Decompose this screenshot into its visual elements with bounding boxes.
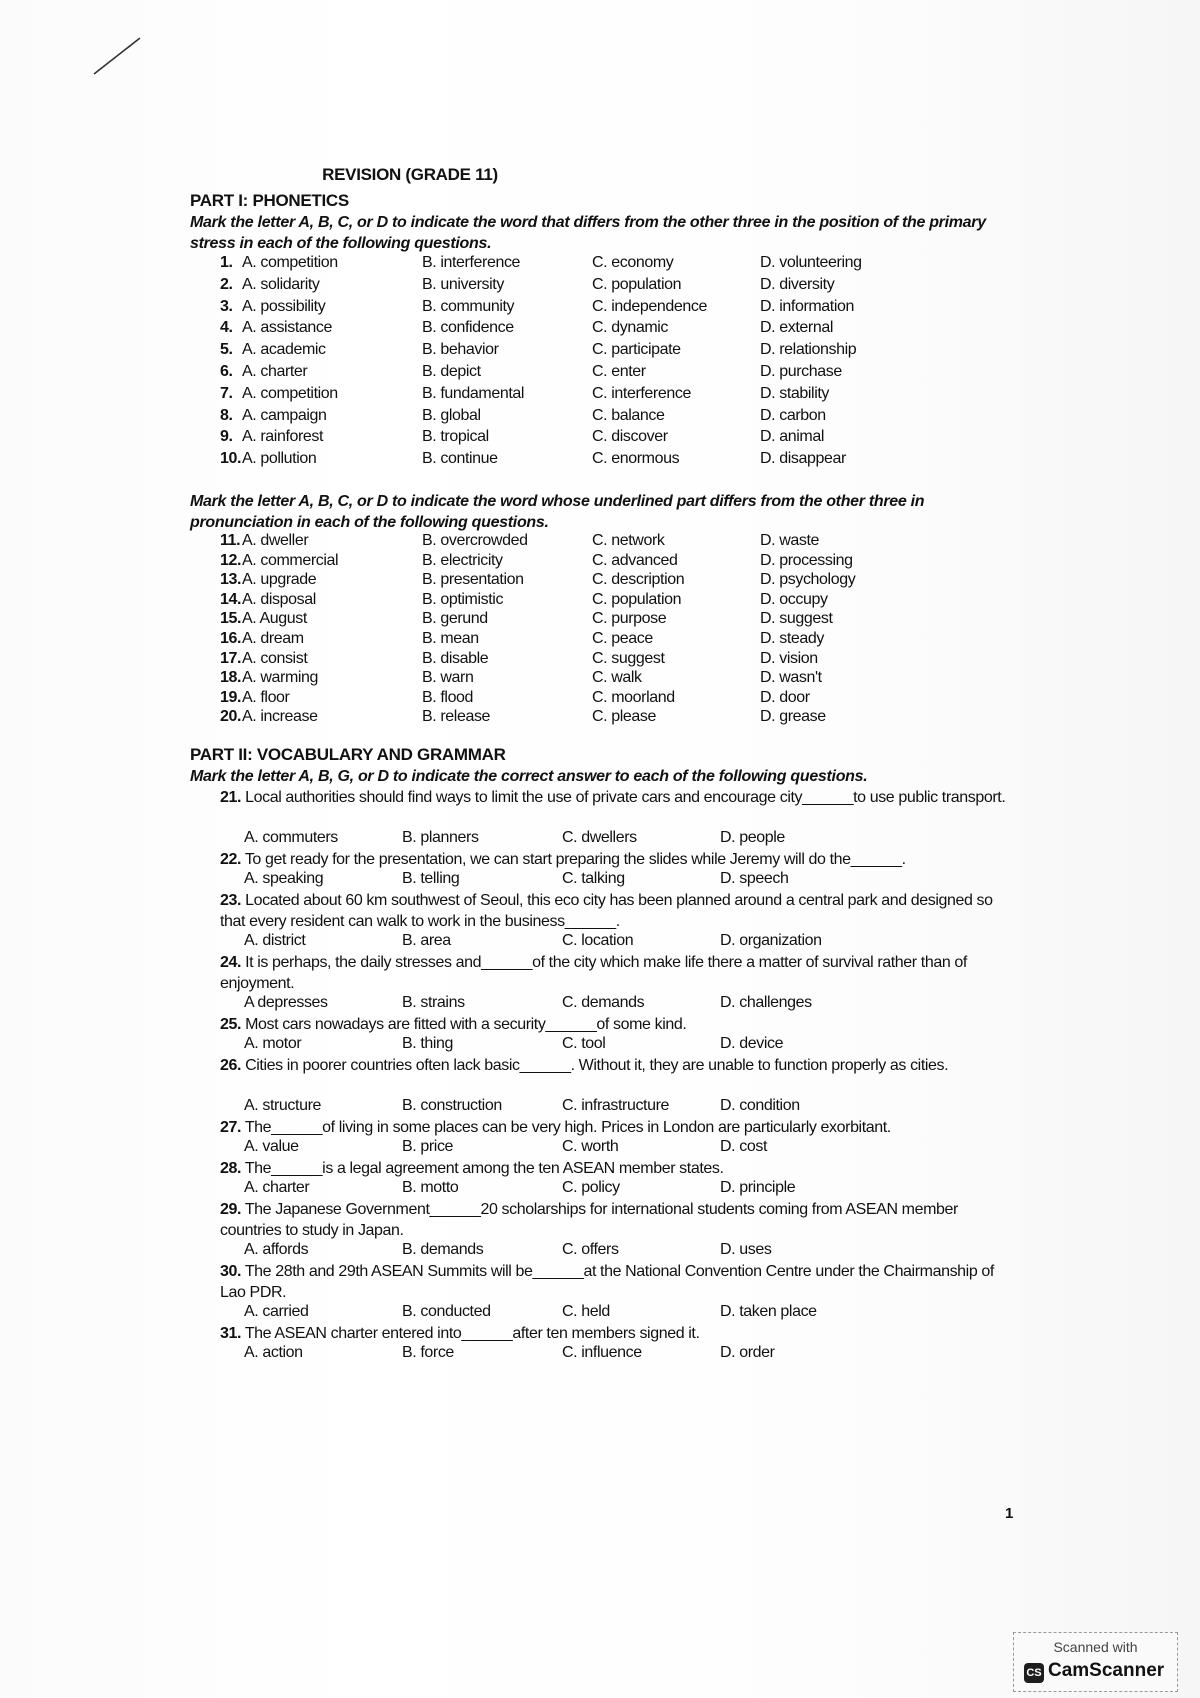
question-number: 23.	[220, 892, 242, 909]
option-a: A. assistance	[242, 319, 332, 337]
option-c: C. please	[592, 708, 656, 726]
question-number: 2.	[220, 275, 233, 293]
stress-question-row	[190, 407, 1010, 429]
option-a: A. competition	[242, 384, 338, 402]
option-d: D. grease	[760, 708, 826, 726]
option-c: C. economy	[592, 254, 674, 271]
option-d: D. waste	[760, 532, 820, 549]
vocab-question-stem	[220, 1117, 1010, 1138]
stress-instruction: Mark the letter A, B, C, or D to indicate the word that differs from the other three in the position of the primary stress in each of the following questions.	[190, 214, 986, 252]
option-a: A. August	[242, 610, 307, 628]
stress-question-row	[190, 254, 1010, 276]
question-number: 15.	[220, 610, 242, 628]
option-d: D. vision	[760, 649, 818, 667]
option-b: B. area	[402, 932, 451, 949]
question-number: 12.	[220, 551, 242, 569]
question-number: 17.	[220, 649, 242, 667]
question-number: 3.	[220, 297, 233, 315]
option-d: D. device	[720, 1035, 784, 1052]
option-d: D. psychology	[760, 571, 856, 589]
option-b: B. presentation	[422, 571, 524, 589]
stress-question-row	[190, 428, 1010, 450]
stress-question-row	[190, 276, 1010, 298]
vocab-options-row	[244, 1179, 1004, 1200]
option-d: D. people	[720, 829, 785, 846]
option-d: D. speech	[720, 870, 789, 887]
question-number: 1.	[220, 254, 233, 271]
option-c: C. policy	[562, 1179, 620, 1196]
pen-stroke-mark	[92, 34, 144, 78]
question-number: 11.	[220, 532, 241, 549]
option-b: B. force	[402, 1344, 454, 1361]
option-d: D. purchase	[760, 363, 842, 380]
option-d: D. condition	[720, 1097, 800, 1114]
question-text: To get ready for the presentation, we can start preparing the slides while Jeremy will do the______.	[244, 851, 906, 868]
option-c: C. offers	[562, 1241, 619, 1258]
option-a: A. charter	[244, 1179, 310, 1196]
option-d: D. relationship	[760, 341, 857, 359]
option-c: C. purpose	[592, 610, 667, 628]
option-d: D. stability	[760, 384, 829, 402]
option-d: D. suggest	[760, 610, 833, 628]
question-number: 6.	[220, 363, 233, 380]
vocab-options-row	[244, 1241, 1004, 1262]
vocab-options-row	[244, 829, 1004, 850]
option-a: A. carried	[244, 1303, 309, 1320]
question-text: Local authorities should find ways to limit the use of private cars and encourage city______to use public transport.	[245, 789, 1006, 806]
option-a: A. district	[244, 932, 306, 949]
option-a: A. solidarity	[242, 275, 320, 293]
option-a: A. possibility	[242, 297, 326, 315]
option-a: A. consist	[242, 649, 308, 667]
option-b: B. conducted	[402, 1303, 491, 1320]
question-number: 29.	[220, 1201, 242, 1218]
option-b: B. fundamental	[422, 384, 525, 402]
option-a: A. upgrade	[242, 571, 317, 589]
option-b: B. release	[422, 708, 491, 726]
question-number: 25.	[220, 1016, 242, 1033]
question-number: 30.	[220, 1263, 242, 1280]
option-c: C. walk	[592, 669, 642, 687]
option-c: C. interference	[592, 384, 691, 402]
vocab-options-row	[244, 932, 1004, 953]
vocab-options-row	[244, 1303, 1004, 1324]
question-number: 13.	[220, 571, 242, 589]
option-d: D. information	[760, 297, 854, 315]
option-c: C. moorland	[592, 688, 675, 706]
question-number: 19.	[220, 688, 242, 706]
option-d: D. diversity	[760, 275, 835, 293]
option-a: A. increase	[242, 708, 318, 726]
option-b: B. confidence	[422, 319, 514, 337]
option-b: B. tropical	[422, 428, 489, 446]
option-d: D. principle	[720, 1179, 796, 1196]
option-a: A. structure	[244, 1097, 322, 1114]
vocab-question-stem	[220, 1055, 1010, 1076]
option-c: C. location	[562, 932, 634, 949]
question-number: 22.	[220, 851, 242, 868]
question-number: 10.	[220, 450, 242, 468]
option-a: A. commercial	[242, 551, 339, 569]
option-a: A. affords	[244, 1241, 309, 1258]
vocab-question-stem	[220, 1014, 1010, 1035]
option-d: D. organization	[720, 932, 822, 949]
option-d: D. external	[760, 319, 833, 337]
question-number: 16.	[220, 630, 242, 647]
question-number: 9.	[220, 428, 233, 446]
option-b: B. optimistic	[422, 590, 504, 608]
part1-title: PART I: PHONETICS	[190, 191, 349, 210]
vocab-instruction: Mark the letter A, B, G, or D to indicate the correct answer to each of the following questions.	[190, 768, 868, 785]
option-c: C. population	[592, 275, 682, 293]
question-text: Most cars nowadays are fitted with a security______of some kind.	[245, 1016, 687, 1033]
option-a: A. commuters	[244, 829, 338, 846]
option-b: B. depict	[422, 363, 481, 380]
document-title: REVISION (GRADE 11)	[322, 165, 498, 184]
vocab-options-row	[244, 870, 1004, 891]
question-number: 26.	[220, 1057, 242, 1074]
vocab-question-stem	[220, 952, 1010, 994]
option-b: B. electricity	[422, 551, 503, 569]
question-number: 14.	[220, 590, 242, 608]
option-b: B. interference	[422, 254, 521, 271]
option-a: A. rainforest	[242, 428, 324, 446]
option-c: C. demands	[562, 994, 645, 1011]
option-c: C. dwellers	[562, 829, 637, 846]
question-text: Cities in poorer countries often lack basic______. Without it, they are unable to function properly as cities.	[245, 1057, 949, 1074]
option-c: C. tool	[562, 1035, 606, 1052]
option-a: A. speaking	[244, 870, 324, 887]
option-b: B. demands	[402, 1241, 484, 1258]
option-a: A. pollution	[242, 450, 317, 468]
vocab-question-stem	[220, 1261, 1010, 1303]
option-d: D. taken place	[720, 1303, 817, 1320]
vocab-question-stem	[220, 787, 1010, 808]
option-b: B. behavior	[422, 341, 499, 359]
vocab-options-row	[244, 1138, 1004, 1159]
option-d: D. volunteering	[760, 254, 862, 271]
option-c: C. talking	[562, 870, 625, 887]
vocab-question-stem	[220, 890, 1010, 932]
option-b: B. price	[402, 1138, 454, 1155]
option-c: C. worth	[562, 1138, 619, 1155]
stress-question-row	[190, 298, 1010, 320]
question-number: 24.	[220, 954, 242, 971]
option-d: D. order	[720, 1344, 775, 1361]
option-b: B. strains	[402, 994, 465, 1011]
option-b: B. construction	[402, 1097, 502, 1114]
option-b: B. flood	[422, 688, 474, 706]
watermark-brand: CamScanner	[1048, 1660, 1165, 1681]
option-c: C. description	[592, 571, 685, 589]
pronunciation-question-row	[190, 708, 1010, 730]
question-text: The______is a legal agreement among the ten ASEAN member states.	[244, 1160, 724, 1177]
camscanner-watermark	[1013, 1632, 1178, 1692]
option-c: C. independence	[592, 297, 707, 315]
option-c: C. network	[592, 532, 665, 549]
option-b: B. planners	[402, 829, 479, 846]
option-b: B. motto	[402, 1179, 459, 1196]
option-c: C. suggest	[592, 649, 665, 667]
vocab-question-stem	[220, 849, 1010, 870]
option-a: A. dream	[242, 630, 304, 647]
vocab-options-row	[244, 1097, 1004, 1118]
option-b: B. university	[422, 275, 504, 293]
option-a: A. warming	[242, 669, 319, 687]
option-c: C. participate	[592, 341, 681, 359]
question-text: The______of living in some places can be very high. Prices in London are particularly exorbitant.	[244, 1119, 891, 1136]
option-a: A. action	[244, 1344, 303, 1361]
option-a: A. value	[244, 1138, 299, 1155]
option-a: A. motor	[244, 1035, 302, 1052]
pronunciation-instruction: Mark the letter A, B, C, or D to indicate the word whose underlined part differs from the other three in pronunciation in each of the following questions.	[190, 493, 925, 531]
question-number: 21.	[220, 789, 242, 806]
option-d: D. processing	[760, 551, 853, 569]
question-text: The ASEAN charter entered into______after ten members signed it.	[244, 1325, 700, 1342]
option-c: C. balance	[592, 406, 665, 424]
question-number: 31.	[220, 1325, 242, 1342]
option-a: A. charter	[242, 363, 308, 380]
part2-title: PART II: VOCABULARY AND GRAMMAR	[190, 745, 506, 764]
option-a: A. disposal	[242, 590, 316, 608]
question-text: The Japanese Government______20 scholarships for international students coming from ASEAN member countries to study in Japan.	[220, 1201, 958, 1239]
question-number: 20.	[220, 708, 242, 726]
option-a: A. dweller	[242, 532, 309, 549]
question-text: It is perhaps, the daily stresses and______of the city which make life there a matter of survival rather than of enjoyment.	[220, 954, 967, 992]
option-d: D. cost	[720, 1138, 767, 1155]
option-d: D. carbon	[760, 406, 826, 424]
option-b: B. global	[422, 406, 481, 424]
option-b: B. disable	[422, 649, 489, 667]
question-number: 4.	[220, 319, 233, 337]
option-d: D. disappear	[760, 450, 846, 468]
question-number: 18.	[220, 669, 242, 687]
vocab-question-stem	[220, 1158, 1010, 1179]
option-c: C. advanced	[592, 551, 678, 569]
option-d: D. challenges	[720, 994, 812, 1011]
option-b: B. thing	[402, 1035, 454, 1052]
question-number: 28.	[220, 1160, 242, 1177]
option-d: D. animal	[760, 428, 824, 446]
stress-question-row	[190, 363, 1010, 385]
option-c: C. dynamic	[592, 319, 669, 337]
option-c: C. held	[562, 1303, 610, 1320]
vocab-question-stem	[220, 1199, 1010, 1241]
option-a: A. floor	[242, 688, 290, 706]
watermark-caption: Scanned with	[1053, 1639, 1138, 1655]
vocab-options-row	[244, 1035, 1004, 1056]
option-d: D. occupy	[760, 590, 828, 608]
option-c: C. discover	[592, 428, 668, 446]
option-d: D. wasn't	[760, 669, 822, 687]
option-d: D. steady	[760, 630, 824, 647]
question-text: The 28th and 29th ASEAN Summits will be______at the National Convention Centre under the Chairmanship of Lao PDR.	[220, 1263, 994, 1301]
option-b: B. overcrowded	[422, 532, 528, 549]
option-d: D. uses	[720, 1241, 772, 1258]
option-b: B. telling	[402, 870, 460, 887]
option-b: B. gerund	[422, 610, 488, 628]
option-b: B. warn	[422, 669, 474, 687]
vocab-options-row	[244, 1344, 1004, 1365]
vocab-question-stem	[220, 1323, 1010, 1344]
question-number: 8.	[220, 406, 233, 424]
stress-question-row	[190, 385, 1010, 407]
option-a: A. competition	[242, 254, 338, 271]
question-text: Located about 60 km southwest of Seoul, this eco city has been planned around a central park and designed so that every resident can walk to work in the business______.	[220, 892, 993, 930]
option-a: A. academic	[242, 341, 326, 359]
option-a: A. campaign	[242, 406, 327, 424]
option-c: C. enter	[592, 363, 646, 380]
question-number: 7.	[220, 384, 233, 402]
option-c: C. population	[592, 590, 682, 608]
question-number: 27.	[220, 1119, 242, 1136]
option-b: B. community	[422, 297, 515, 315]
stress-question-row	[190, 341, 1010, 363]
camscanner-logo-icon: CS	[1024, 1663, 1044, 1683]
option-c: C. influence	[562, 1344, 642, 1361]
option-b: B. continue	[422, 450, 498, 468]
option-c: C. peace	[592, 630, 653, 647]
option-d: D. door	[760, 688, 810, 706]
page-number: 1	[1005, 1505, 1014, 1522]
stress-question-row	[190, 319, 1010, 341]
question-number: 5.	[220, 341, 233, 359]
option-a: A depresses	[244, 994, 328, 1011]
stress-question-row	[190, 450, 1010, 472]
option-c: C. enormous	[592, 450, 680, 468]
option-c: C. infrastructure	[562, 1097, 670, 1114]
option-b: B. mean	[422, 630, 479, 647]
vocab-options-row	[244, 994, 1004, 1015]
